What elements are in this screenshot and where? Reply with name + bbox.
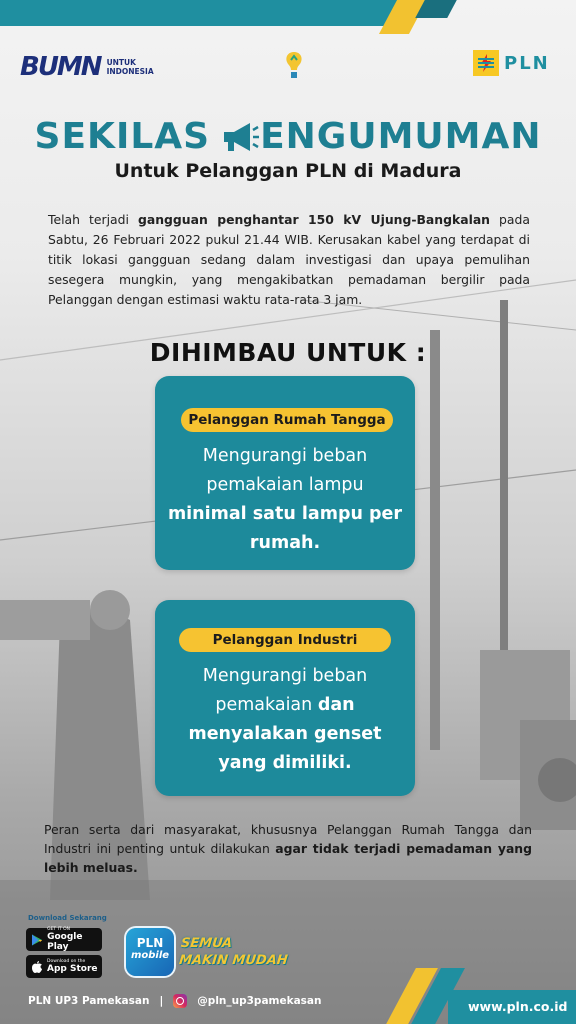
emblem-icon (282, 50, 306, 80)
google-play-icon (32, 934, 42, 946)
industry-text-normal: Mengurangi beban pemakaian (202, 666, 368, 715)
bumn-logo (20, 52, 154, 82)
footer-unit: PLN UP3 Pamekasan (28, 995, 150, 1007)
page-subtitle: Untuk Pelanggan PLN di Madura (114, 160, 462, 182)
footer (28, 994, 321, 1008)
industry-label: Pelanggan Industri (179, 628, 391, 652)
intro-text-bold: gangguan penghantar 150 kV Ujung-Bangkalan (137, 212, 491, 227)
app-store-button[interactable] (26, 955, 102, 978)
instagram-icon (173, 994, 187, 1008)
household-card (155, 376, 415, 570)
intro-paragraph (48, 210, 530, 310)
title-row (0, 116, 576, 157)
industry-card (155, 600, 415, 796)
bumn-tagline (107, 58, 154, 76)
appeal-heading: DIHIMBAU UNTUK : (149, 338, 427, 367)
closing-text: Peran serta dari masyarakat, khususnya Pelanggan Rumah Tangga dan Industri ini penting untuk dilakukan (44, 822, 532, 856)
intro-text-2: pada Sabtu, 26 Februari 2022 pukul 21.44 WIB. Kerusakan kabel yang terdapat di titik lokasi gangguan sedang dalam investigasi dan upaya pemulihan sesegera mungkin, yang mengakibatkan pemadaman bergilir pada Pelanggan dengan estimasi waktu rata-rata 3 jam. (48, 212, 530, 307)
website-link[interactable]: www.pln.co.id (468, 999, 568, 1014)
bumn-wordmark: BUMN (20, 52, 101, 82)
pln-mobile-name-1: PLN (136, 936, 164, 950)
footer-separator: | (159, 995, 164, 1007)
pln-logo (473, 50, 550, 76)
google-play-small: GET IT ON (47, 927, 71, 932)
pln-bolt-icon (473, 50, 499, 76)
slogan-line2: MAKIN MUDAH (178, 953, 289, 968)
slogan-line1: SEMUA (180, 936, 233, 951)
household-instruction (165, 442, 405, 558)
pln-mobile-app-icon[interactable] (126, 928, 174, 976)
industry-text-bold: dan menyalakan genset yang dimiliki. (188, 695, 382, 773)
page-title (35, 116, 542, 157)
bumn-tagline-line2: INDONESIA (106, 67, 154, 76)
apple-icon (32, 961, 42, 973)
top-accent-bar (0, 0, 400, 26)
closing-text-bold: agar tidak terjadi pemadaman yang lebih meluas. (44, 841, 533, 875)
bumn-tagline-line1: UNTUK (106, 58, 136, 67)
app-store-big: App Store (47, 964, 98, 974)
megaphone-icon (220, 120, 260, 154)
google-play-big: Google Play (47, 932, 83, 952)
household-label: Pelanggan Rumah Tangga (181, 408, 393, 432)
title-left: SEKILAS (34, 116, 211, 157)
app-slogan (178, 935, 290, 969)
household-text-normal: Mengurangi beban pemakaian lampu (202, 446, 368, 495)
google-play-button[interactable] (26, 928, 102, 951)
title-right: ENGUMUMAN (260, 116, 542, 157)
download-label: Download Sekarang (28, 914, 107, 922)
pln-mobile-name-2: mobile (130, 950, 170, 961)
instagram-handle[interactable]: @pln_up3pamekasan (197, 995, 322, 1007)
app-store-small: Download on the (47, 959, 86, 964)
closing-paragraph (44, 820, 532, 877)
industry-instruction (165, 662, 405, 778)
pln-wordmark: PLN (504, 52, 550, 74)
intro-text-1: Telah terjadi (48, 212, 138, 227)
household-text-bold: minimal satu lampu per rumah. (167, 504, 403, 553)
